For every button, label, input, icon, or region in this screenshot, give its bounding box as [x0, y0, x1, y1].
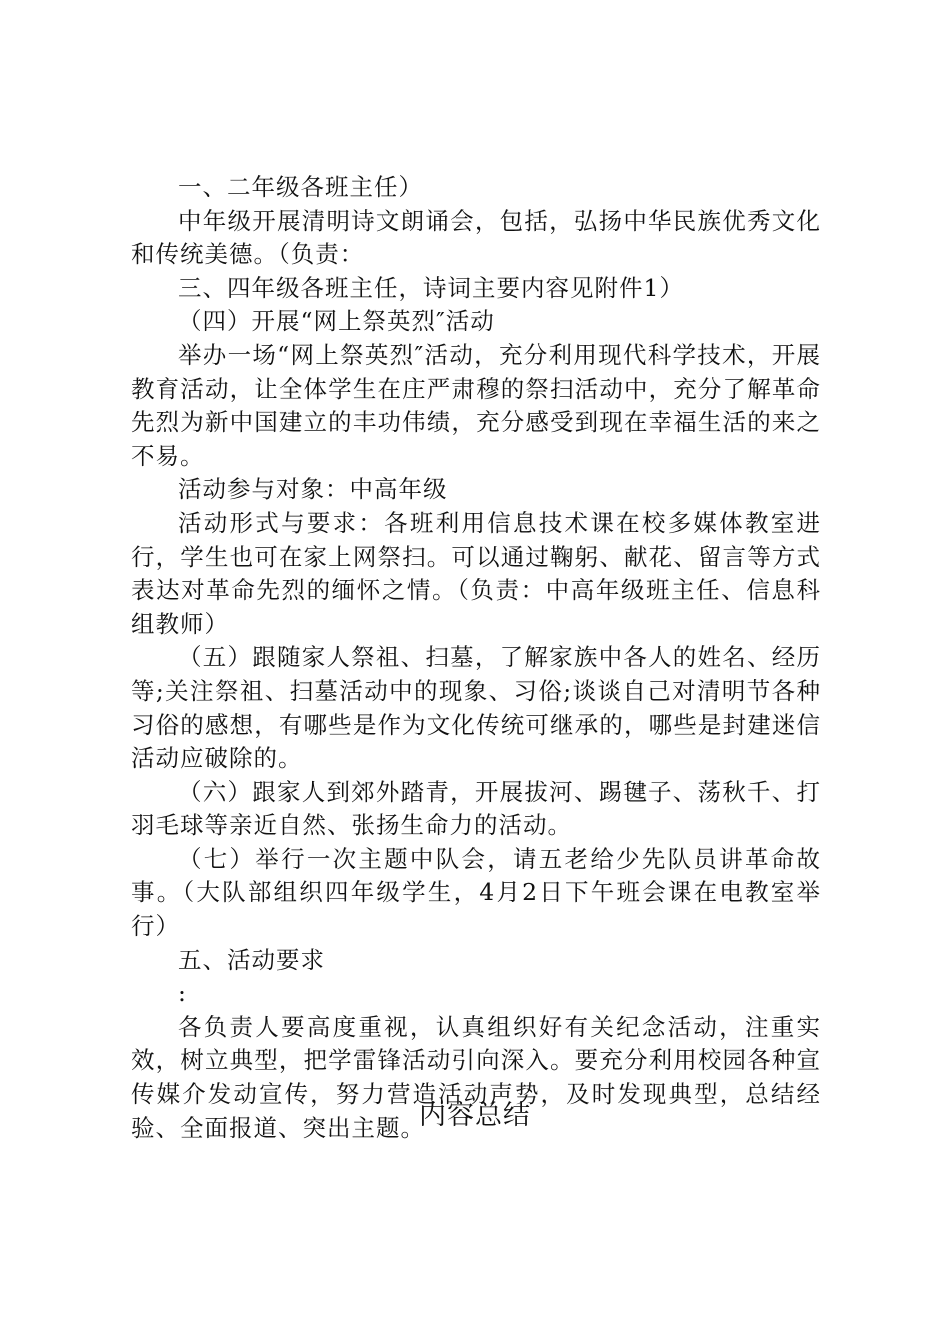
- paragraph: （七）举行一次主题中队会，请五老给少先队员讲革命故事。（大队部组织四年级学生，4月2日下午班会课在电教室举行）: [131, 844, 821, 941]
- paragraph: （五）跟随家人祭祖、扫墓，了解家族中各人的姓名、经历等;关注祭祖、扫墓活动中的现象、习俗;谈谈自己对清明节各种习俗的感想，有哪些是作为文化传统可继承的，哪些是封建迷信活动应破除的。: [131, 643, 821, 773]
- paragraph: 举办一场“网上祭英烈″活动，充分利用现代科学技术，开展教育活动，让全体学生在庄严肃穆的祭扫活动中，充分了解革命先烈为新中国建立的丰功伟绩，充分感受到现在幸福生活的来之不易。: [131, 340, 821, 470]
- section-heading: （四）开展“网上祭英烈″活动: [178, 307, 495, 336]
- paragraph: 活动形式与要求：各班利用信息技术课在校多媒体教室进行，学生也可在家上网祭扫。可以通过鞠躬、献花、留言等方式表达对革命先烈的缅怀之情。（负责：中高年级班主任、信息科组教师）: [131, 508, 821, 638]
- paragraph: 三、四年级各班主任，诗词主要内容见附件1）: [178, 273, 684, 302]
- paragraph: 活动参与对象：中高年级: [178, 475, 448, 504]
- paragraph: 各负责人要高度重视，认真组织好有关纪念活动，注重实效，树立典型，把学雷锋活动引向深入。要充分利用校园各种宣传媒介发动宣传，努力营造活动声势，及时发现典型，总结经验、全面报道、突出主题。: [131, 1012, 821, 1142]
- paragraph: 中年级开展清明诗文朗诵会，包括，弘扬中华民族优秀文化和传统美德。（负责：: [131, 206, 821, 269]
- section-heading: 五、活动要求: [178, 945, 325, 974]
- summary-heading: 内容总结: [419, 1100, 531, 1131]
- paragraph: 一、二年级各班主任）: [178, 173, 423, 201]
- paragraph: :: [178, 979, 187, 1008]
- paragraph: （六）跟家人到郊外踏青，开展拔河、踢毽子、荡秋千、打羽毛球等亲近自然、张扬生命力的活动。: [131, 777, 821, 840]
- document-body: [131, 171, 821, 1145]
